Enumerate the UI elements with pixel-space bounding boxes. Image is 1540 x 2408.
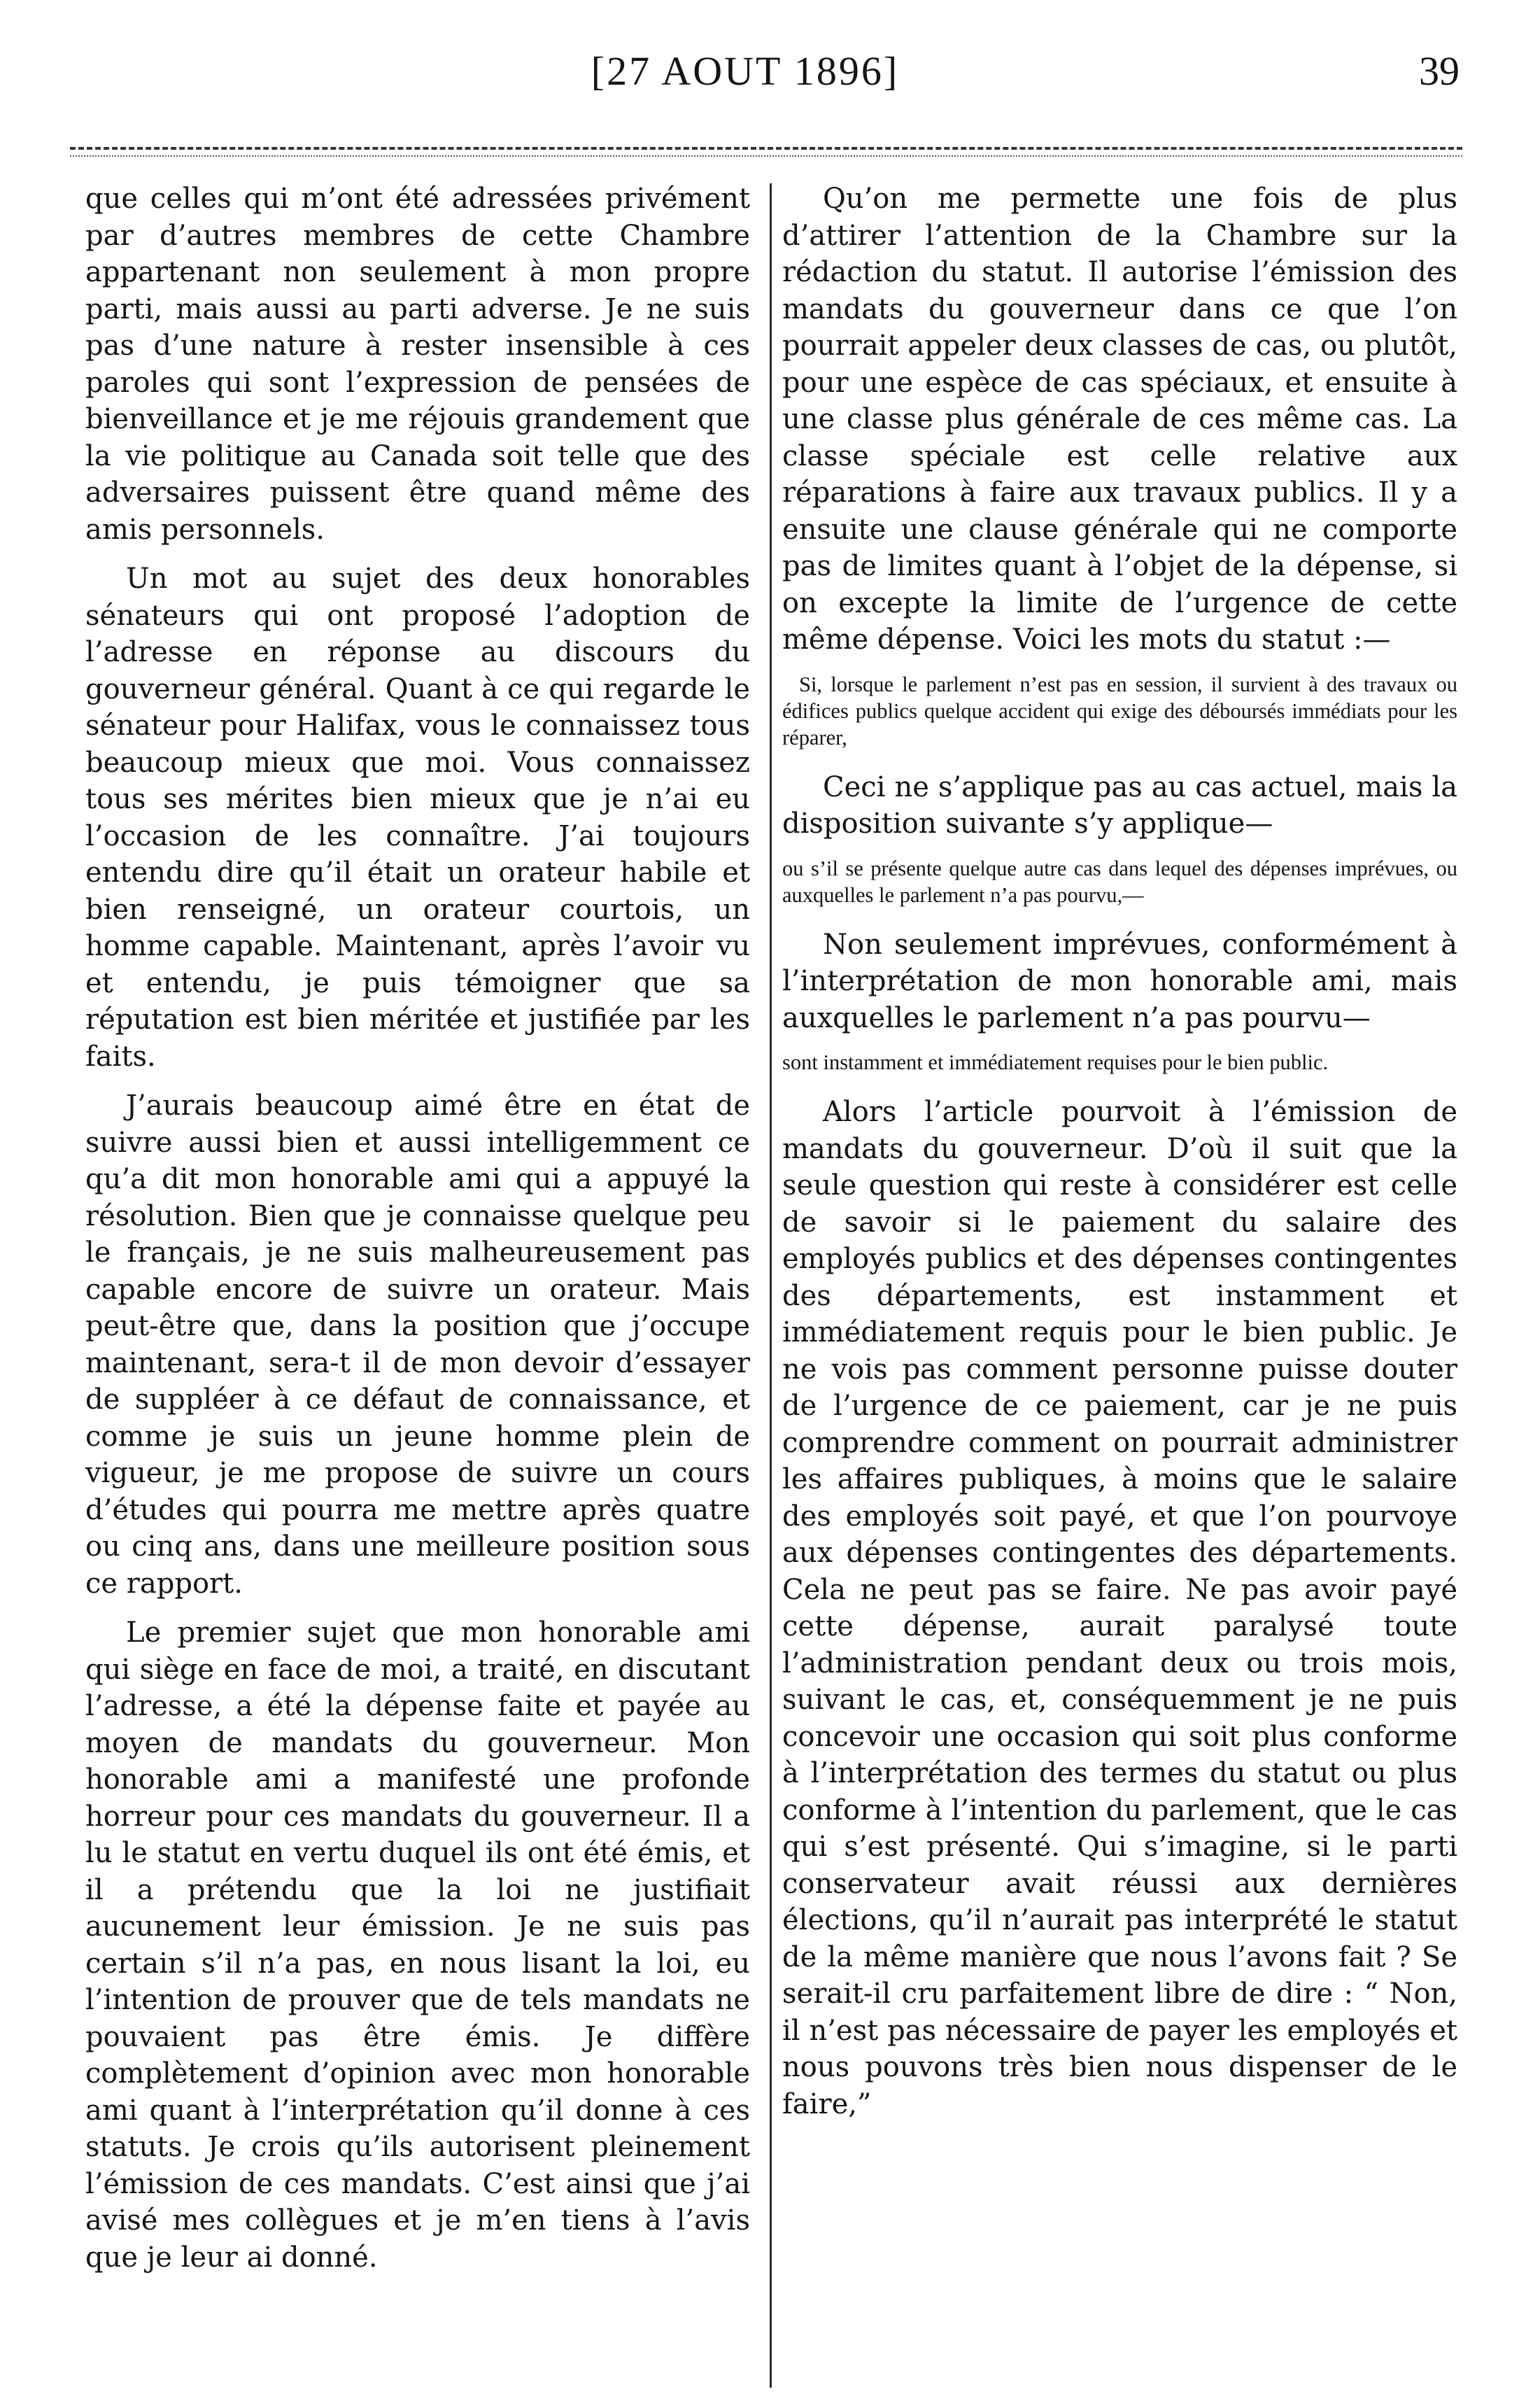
right-paragraph-4: Alors l’article pourvoit à l’émission de mandats du gouverneur. D’où il suit que la seule question qui reste à considérer est celle de savoir si le paiement du salaire des employés publics et des dépenses contingentes des départements, est instamment et immédiatement requis pour le bien public. Je ne vois pas comment personne puisse douter de l’urgence de ce paiement, car je ne puis comprendre comment on pourrait administrer les affaires publiques, à moins que le salaire des employés soit payé, et que l’on pourvoye aux dépenses contingentes des départements. Cela ne peut pas se faire. Ne pas avoir payé cette dépense, aurait paralysé toute l’administration pendant deux ou trois mois, suivant le cas, et, conséquemment je ne puis concevoir une occasion qui soit plus conforme à l’interprétation des termes du statut ou plus conforme à l’intention du parlement, que le cas qui s’est présenté. Qui s’imagine, si le parti conservateur avait réussi aux dernières élections, qu’il n’aurait pas interprété le statut de la même manière que nous l’avons fait ? Se serait-il cru parfaitement libre de dire : “ Non, il n’est pas nécessaire de payer les employés et nous pouvons très bien nous dispenser de le faire,” [782,1096,1457,2120]
header-rule-secondary [70,155,1462,157]
statute-quote-3: sont instamment et immédiatement requises pour le bien public. [782,1050,1329,1074]
right-paragraph-3: Non seulement imprévues, conformément à l’interprétation de mon honorable ami, mais auxquelles le parlement n’a pas pourvu— [782,928,1457,1034]
right-column [782,181,1457,2135]
right-paragraph-2: Ceci ne s’applique pas au cas actuel, mais la disposition suivante s’y applique— [782,770,1457,840]
statute-quote-1: Si, lorsque le parlement n’est pas en session, il survient à des travaux ou édifices publics quelque accident qui exige des déboursés immédiats pour les réparer, [782,672,1457,749]
header-rule [70,147,1462,150]
left-paragraph-3: J’aurais beaucoup aimé être en état de suivre aussi bien et aussi intelligemment ce qu’a dit mon honorable ami qui a appuyé la résolution. Bien que je connaisse quelque peu le français, je ne suis malheureusement pas capable encore de suivre un orateur. Mais peut-être que, dans la position que j’occupe maintenant, sera-t il de mon devoir d’essayer de suppléer à ce défaut de connaissance, et comme je suis un jeune homme plein de vigueur, je me propose de suivre un cours d’études qui pourra me mettre après quatre ou cinq ans, dans une meilleure position sous ce rapport. [85,1090,750,1600]
left-paragraph-4: Le premier sujet que mon honorable ami qui siège en face de moi, a traité, en discutant l’adresse, a été la dépense faite et payée au moyen de mandats du gouverneur. Mon honorable ami a manifesté une profonde horreur pour ces mandats du gouverneur. Il a lu le statut en vertu duquel ils ont été émis, et il a prétendu que la loi ne justifiait aucunement leur émission. Je ne suis pas certain s’il n’a pas, en nous lisant la loi, eu l’intention de prouver que de tels mandats ne pouvaient pas être émis. Je diffère complètement d’opinion avec mon honorable ami quant à l’interprétation qu’il donne à ces statuts. Je crois qu’ils autorisent pleinement l’émission de ces mandats. C’est ainsi que j’ai avisé mes collègues et je m’en tiens à l’avis que je leur ai donné. [85,1617,750,2274]
left-paragraph-2: Un mot au sujet des deux honorables sénateurs qui ont proposé l’adoption de l’adresse en réponse au discours du gouverneur général. Quant à ce qui regarde le sénateur pour Halifax, vous le connaissez tous beaucoup mieux que moi. Vous connaissez tous ses mérites bien mieux que je n’ai eu l’occasion de les connaître. J’ai toujours entendu dire qu’il était un orateur habile et bien renseigné, un orateur courtois, un homme capable. Maintenant, après l’avoir vu et entendu, je puis témoigner que sa réputation est bien méritée et justifiée par les faits. [85,563,750,1073]
statute-quote-2: ou s’il se présente quelque autre cas dans lequel des dépenses imprévues, ou auxquelles le parlement n’a pas pourvu,— [782,856,1457,907]
left-column [85,181,750,2288]
page-header-date: [27 AOUT 1896] [591,48,900,94]
column-divider [770,183,772,2388]
right-paragraph-1: Qu’on me permette une fois de plus d’attirer l’attention de la Chambre sur la rédaction du statut. Il autorise l’émission des mandats du gouverneur dans ce que l’on pourrait appeler deux classes de cas, ou plutôt, pour une espèce de cas spéciaux, et ensuite à une classe plus générale de ces même cas. La classe spéciale est celle relative aux réparations à faire aux travaux publics. Il y a ensuite une clause générale qui ne comporte pas de limites quant à l’objet de la dépense, si on excepte la limite de l’urgence de cette même dépense. Voici les mots du statut :— [782,183,1457,656]
page-header [0,48,1540,111]
left-paragraph-1: que celles qui m’ont été adressées privément par d’autres membres de cette Chambre appartenant non seulement à mon propre parti, mais aussi au parti adverse. Je ne suis pas d’une nature à rester insensible à ces paroles qui sont l’expression de pensées de bienveillance et je me réjouis grandement que la vie politique au Canada soit telle que des adversaires puissent être quand même des amis personnels. [85,183,750,546]
page-number: 39 [1419,48,1460,94]
